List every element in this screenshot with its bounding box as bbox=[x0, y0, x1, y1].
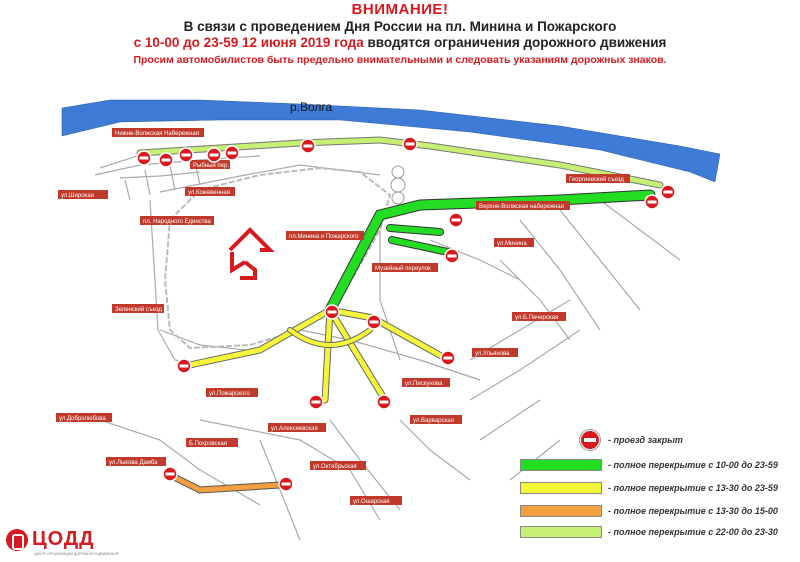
svg-text:Б.Покровская: Б.Покровская bbox=[189, 441, 228, 447]
legend-text: - полное перекрытие с 13-30 до 23-59 bbox=[608, 483, 778, 493]
no-entry-icon bbox=[179, 148, 193, 162]
label-minina-square bbox=[286, 231, 364, 240]
logo-icon bbox=[6, 529, 28, 551]
no-entry-icon bbox=[445, 249, 459, 263]
no-entry-icon bbox=[137, 151, 151, 165]
no-entry-icon bbox=[159, 153, 173, 167]
no-entry-icon bbox=[441, 351, 455, 365]
legend-item bbox=[520, 504, 778, 518]
legend-item bbox=[520, 481, 778, 495]
svg-text:ул.Добролюбова: ул.Добролюбова bbox=[59, 416, 106, 422]
closure-orange bbox=[170, 475, 280, 490]
svg-text:Рыбный пер.: Рыбный пер. bbox=[193, 163, 229, 169]
label-kozhevennaya bbox=[185, 187, 235, 196]
no-entry-icon bbox=[377, 395, 391, 409]
label-alekseevskaya bbox=[268, 423, 326, 432]
svg-text:Музейный переулок: Музейный переулок bbox=[375, 266, 431, 272]
river-label: р.Волга bbox=[290, 100, 333, 114]
legend-closed bbox=[520, 433, 683, 447]
svg-text:ул.Широкая: ул.Широкая bbox=[61, 193, 94, 199]
legend-text: - полное перекрытие с 13-30 до 15-00 bbox=[608, 506, 778, 516]
header-date-range: с 10-00 до 23-59 12 июня 2019 года bbox=[133, 35, 364, 50]
svg-text:Зеленский съезд: Зеленский съезд bbox=[115, 307, 162, 313]
no-entry-icon bbox=[163, 467, 177, 481]
svg-text:ул.Минина: ул.Минина bbox=[497, 241, 527, 247]
svg-text:пл.Минина и Пожарского: пл.Минина и Пожарского bbox=[289, 234, 359, 240]
svg-text:Нижне-Волжская Набережная: Нижне-Волжская Набережная bbox=[115, 131, 199, 137]
label-dobrolyubova bbox=[56, 413, 112, 422]
closure-green bbox=[330, 195, 650, 310]
svg-text:ул.Октябрьская: ул.Октябрьская bbox=[313, 464, 357, 470]
label-muzeyny bbox=[372, 263, 438, 272]
no-entry-icon bbox=[325, 305, 339, 319]
svg-text:Георгиевский съезд: Георгиевский съезд bbox=[569, 177, 624, 183]
legend-swatch-yellow bbox=[520, 482, 602, 494]
label-varvarskaya bbox=[410, 415, 462, 424]
no-entry-icon bbox=[449, 213, 463, 227]
label-pechorskaya bbox=[512, 312, 566, 321]
no-entry-icon bbox=[207, 148, 221, 162]
no-entry-icon bbox=[661, 185, 675, 199]
no-entry-icon bbox=[279, 477, 293, 491]
monument-circles bbox=[391, 166, 405, 204]
no-entry-icon bbox=[403, 137, 417, 151]
label-minina-street bbox=[494, 238, 534, 247]
logo-subtitle: ЦЕНТР ОРГАНИЗАЦИИ ДОРОЖНОГО ДВИЖЕНИЯ bbox=[34, 552, 119, 556]
label-pozharskogo bbox=[206, 388, 258, 397]
label-ulyanova bbox=[472, 348, 518, 357]
label-lykova-damba bbox=[106, 457, 166, 466]
svg-text:ул.Лыкова Дамба: ул.Лыкова Дамба bbox=[109, 460, 158, 466]
svg-text:ул.Ульянова: ул.Ульянова bbox=[475, 351, 510, 357]
no-entry-icon bbox=[301, 139, 315, 153]
label-osharskaya bbox=[350, 496, 402, 505]
label-nizhne-volzhskaya bbox=[112, 128, 204, 137]
logo-name: ЦОДД bbox=[32, 528, 95, 550]
header-restriction-text: вводятся ограничения дорожного движения bbox=[363, 35, 667, 50]
svg-text:ул.Варварская: ул.Варварская bbox=[413, 418, 454, 424]
header-advice: Просим автомобилистов быть предельно внимательными и следовать указаниям дорожных знаков. bbox=[133, 54, 667, 66]
label-georgievsky bbox=[566, 174, 630, 183]
no-entry-icon bbox=[309, 395, 323, 409]
label-narodnogo-edinstva bbox=[140, 216, 214, 225]
no-entry-icon bbox=[367, 315, 381, 329]
legend-swatch-green bbox=[520, 459, 602, 471]
legend-text: - полное перекрытие с 22-00 до 23-30 bbox=[608, 527, 778, 537]
label-oktyabrskaya bbox=[310, 461, 366, 470]
street-labels bbox=[56, 128, 630, 505]
legend-item bbox=[520, 525, 778, 539]
svg-text:ул.Б.Печерская: ул.Б.Печерская bbox=[515, 315, 559, 321]
legend-swatch-orange bbox=[520, 505, 602, 517]
svg-text:ул.Кожевенная: ул.Кожевенная bbox=[188, 190, 230, 196]
header-line-event: В связи с проведением Дня России на пл. Минина и Пожарского bbox=[183, 19, 617, 34]
svg-text:ул.Пожарского: ул.Пожарского bbox=[209, 391, 250, 397]
legend-item bbox=[520, 458, 778, 472]
label-piskunova bbox=[402, 378, 450, 387]
svg-text:ул.Пискунова: ул.Пискунова bbox=[405, 381, 443, 387]
no-entry-icon bbox=[580, 430, 600, 450]
no-entry-icon bbox=[645, 195, 659, 209]
legend-text: - полное перекрытие с 10-00 до 23-59 bbox=[608, 460, 778, 470]
label-zelensky bbox=[112, 304, 164, 313]
label-verkhne-volzhskaya bbox=[476, 201, 570, 210]
svg-text:ул.Алексеевская: ул.Алексеевская bbox=[271, 426, 318, 432]
legend-swatch-lightgreen bbox=[520, 526, 602, 538]
codd-logo bbox=[6, 528, 119, 556]
label-shirokaya bbox=[58, 190, 108, 199]
no-entry-icon bbox=[177, 359, 191, 373]
kremlin-logo bbox=[230, 230, 270, 278]
label-pokrovskaya bbox=[186, 438, 238, 447]
no-entry-icon bbox=[225, 146, 239, 160]
svg-text:пл. Народного Единства: пл. Народного Единства bbox=[143, 219, 211, 225]
svg-text:Верхне-Волжская набережная: Верхне-Волжская набережная bbox=[479, 204, 564, 210]
svg-text:ул.Ошарская: ул.Ошарская bbox=[353, 499, 390, 505]
warning-title: ВНИМАНИЕ! bbox=[351, 1, 449, 18]
legend-closed-text: - проезд закрыт bbox=[608, 435, 683, 445]
